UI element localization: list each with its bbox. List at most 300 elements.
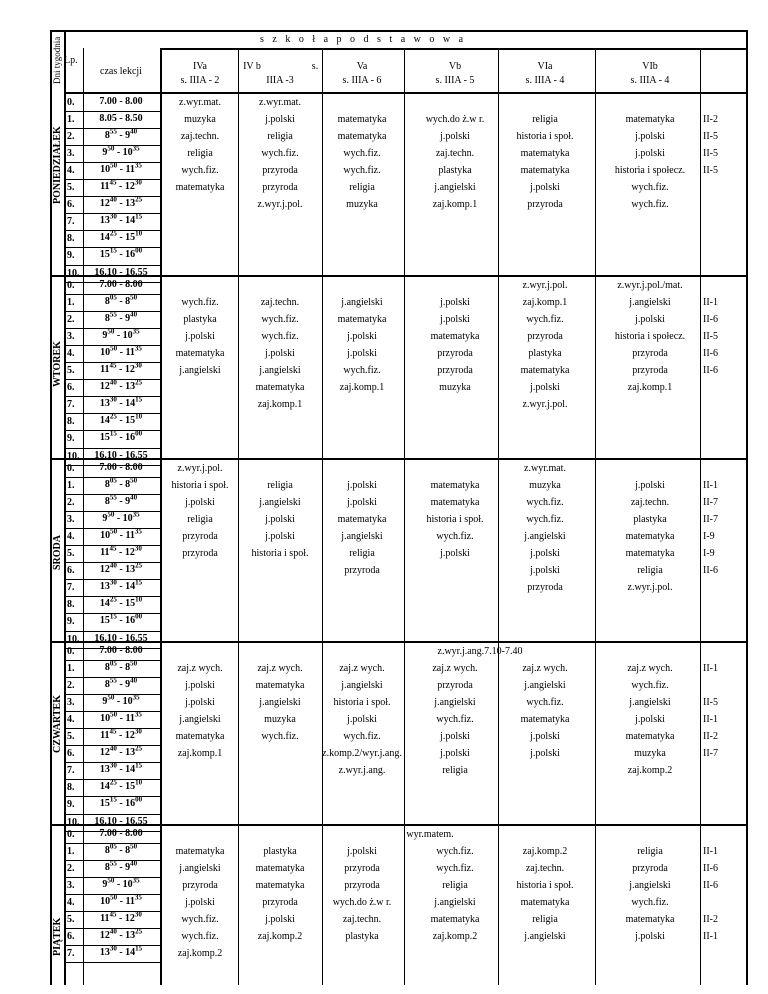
lesson-cell: zaj.komp.1 — [432, 199, 478, 211]
lesson-cell: matematyka — [430, 497, 480, 509]
lesson-cell: j.angielski — [434, 697, 476, 709]
lesson-number: 2. — [67, 497, 75, 509]
lesson-cell: zaj.komp.1 — [339, 382, 385, 394]
room-cell: II-1 — [703, 931, 718, 943]
lesson-number: 4. — [67, 897, 75, 909]
lesson-number: 10. — [67, 450, 80, 462]
room-cell: II-7 — [703, 497, 718, 509]
lesson-cell: j.polski — [265, 514, 295, 526]
lesson-cell: wych.fiz. — [181, 297, 219, 309]
lesson-time: $13^{30} - 14^{15}$ — [99, 579, 143, 593]
room-cell: II-6 — [703, 863, 718, 875]
lesson-cell: wych.fiz. — [181, 165, 219, 177]
class-col-line-0 — [238, 48, 239, 985]
lesson-cell: zaj.techn. — [630, 497, 670, 509]
lesson-cell: j.angielski — [259, 697, 301, 709]
day-separator-3 — [50, 641, 748, 643]
lesson-number: 2. — [67, 131, 75, 143]
lesson-number: 10. — [67, 816, 80, 828]
lesson-number: 5. — [67, 914, 75, 926]
time-header: czas lekcji — [100, 66, 142, 77]
room-cell: II-5 — [703, 131, 718, 143]
lesson-cell: przyroda — [527, 199, 563, 211]
lesson-cell: matematyka — [255, 863, 305, 875]
lesson-number: 3. — [67, 148, 75, 160]
room-cell: II-1 — [703, 663, 718, 675]
lesson-cell: zaj.komp.2 — [522, 846, 568, 858]
lesson-cell: przyroda — [527, 331, 563, 343]
lesson-cell: matematyka — [175, 731, 225, 743]
lesson-number: 1. — [67, 846, 75, 858]
lesson-cell: przyroda — [344, 565, 380, 577]
lesson-time: $12^{40} - 13^{25}$ — [99, 195, 143, 210]
lesson-cell: matematyka — [625, 114, 675, 126]
lesson-cell: j.polski — [530, 748, 560, 760]
lesson-number: 8. — [67, 599, 75, 611]
class-col-line-2 — [404, 48, 405, 985]
lesson-cell: wych.fiz. — [526, 697, 564, 709]
lesson-time: $11^{45} - 12^{30}$ — [100, 910, 142, 925]
lesson-cell: zaj.techn. — [260, 297, 300, 309]
lesson-number: 7. — [67, 216, 75, 228]
lesson-cell: religia — [349, 182, 375, 194]
lesson-cell: zaj.z wych. — [627, 663, 673, 675]
lesson-cell: j.polski — [530, 731, 560, 743]
lesson-number: 4. — [67, 714, 75, 726]
lesson-cell: matematyka — [520, 897, 570, 909]
lesson-number: 1. — [67, 114, 75, 126]
lesson-cell: j.polski — [440, 297, 470, 309]
lesson-cell: matematyka — [255, 880, 305, 892]
lesson-number: 5. — [67, 731, 75, 743]
lesson-cell: matematyka — [337, 114, 387, 126]
room-cell: II-5 — [703, 148, 718, 160]
lesson-cell: plastyka — [633, 514, 667, 526]
lesson-cell: przyroda — [527, 582, 563, 594]
class-room-1: IIIA -3 — [266, 75, 294, 86]
room-cell: II-2 — [703, 914, 718, 926]
lesson-cell: muzyka — [529, 480, 561, 492]
room-cell: II-1 — [703, 480, 718, 492]
lesson-number: 8. — [67, 233, 75, 245]
lesson-cell: religia — [532, 114, 558, 126]
lesson-cell: matematyka — [337, 131, 387, 143]
lesson-number: 8. — [67, 416, 75, 428]
lesson-cell: zaj.z wych. — [177, 663, 223, 675]
lesson-cell: matematyka — [255, 680, 305, 692]
lesson-number: 5. — [67, 182, 75, 194]
lesson-cell: j.polski — [185, 697, 215, 709]
lesson-cell: plastyka — [263, 846, 297, 858]
lesson-cell: historia i społecz. — [614, 165, 686, 177]
lesson-time: $15^{15} - 16^{00}$ — [99, 613, 143, 627]
lesson-cell: zaj.z wych. — [522, 663, 568, 675]
lesson-cell: muzyka — [439, 382, 471, 394]
class-header-4: VIa — [537, 61, 553, 72]
lesson-cell: religia — [267, 131, 293, 143]
class-col-line-1 — [322, 48, 323, 985]
lesson-time: $9^{50} - 10^{35}$ — [102, 327, 140, 342]
lesson-cell: j.polski — [185, 331, 215, 343]
days-of-week-label: Dni tygodnia — [52, 36, 62, 84]
lesson-number: 3. — [67, 514, 75, 526]
room-cell: II-5 — [703, 697, 718, 709]
lesson-number: 7. — [67, 582, 75, 594]
lesson-time: $15^{15} - 16^{00}$ — [99, 247, 143, 261]
lesson-time: $10^{50} - 11^{35}$ — [100, 344, 142, 359]
lesson-number: 0. — [67, 463, 75, 474]
class-col-line-3 — [498, 48, 499, 985]
lesson-cell: wych.fiz. — [343, 731, 381, 743]
lesson-cell: j.polski — [347, 331, 377, 343]
lesson-cell: j.polski — [635, 714, 665, 726]
lesson-number: 0. — [67, 829, 75, 840]
room-cell: II-2 — [703, 114, 718, 126]
lesson-cell: zaj.techn. — [525, 863, 565, 875]
lesson-time: 8.05 - 8.50 — [99, 113, 143, 125]
lesson-cell: wych.do ż.w r. — [332, 897, 392, 909]
lesson-cell: wych.fiz. — [436, 714, 474, 726]
lesson-cell: j.polski — [185, 680, 215, 692]
lesson-cell: religia — [637, 565, 663, 577]
lesson-cell: j.angielski — [259, 497, 301, 509]
lesson-time: $11^{45} - 12^{30}$ — [100, 544, 142, 559]
lesson-cell: zaj.z wych. — [432, 663, 478, 675]
header-bottom-line — [64, 92, 748, 94]
lesson-cell: matematyka — [430, 914, 480, 926]
lesson-cell: zaj.komp.2 — [627, 765, 673, 777]
lesson-cell: przyroda — [344, 863, 380, 875]
lesson-cell: wych.fiz. — [436, 846, 474, 858]
lesson-cell: z.komp.2/wyr.j.ang. — [322, 748, 402, 760]
lesson-cell: wych.fiz. — [631, 182, 669, 194]
lesson-time: $8^{55} - 9^{40}$ — [104, 493, 138, 508]
day-col-line — [64, 30, 66, 985]
lesson-number: 3. — [67, 331, 75, 343]
lesson-cell: j.angielski — [524, 680, 566, 692]
day-label-0: PONIEDZIAŁEK — [52, 126, 63, 204]
lesson-cell: j.polski — [185, 897, 215, 909]
lesson-cell: matematyka — [337, 514, 387, 526]
lesson-number: 8. — [67, 782, 75, 794]
lesson-cell: wych.fiz. — [526, 497, 564, 509]
lesson-number: 9. — [67, 616, 75, 628]
lesson-cell: muzyka — [634, 748, 666, 760]
lesson-cell: j.polski — [265, 114, 295, 126]
lesson-cell: historia i społ. — [171, 480, 229, 492]
lesson-cell: j.angielski — [179, 365, 221, 377]
class-col-line-5 — [700, 48, 701, 985]
lesson-cell: j.polski — [635, 931, 665, 943]
class-header-0: IVa — [193, 61, 207, 72]
lesson-number: 6. — [67, 748, 75, 760]
lesson-cell: z.wyr.j.ang. — [338, 765, 386, 777]
class-room-2: s. IIIA - 6 — [342, 75, 382, 86]
day-separator-1 — [50, 275, 748, 277]
day-label-3: CZWARTEK — [52, 695, 63, 753]
lesson-time: $10^{50} - 11^{35}$ — [100, 161, 142, 176]
lesson-cell: przyroda — [437, 680, 473, 692]
lesson-time: 7.00 - 8.00 — [99, 462, 143, 473]
class-room-3: s. IIIA - 5 — [435, 75, 475, 86]
lesson-cell: religia — [442, 880, 468, 892]
room-cell: I-9 — [703, 548, 715, 560]
lesson-cell: przyroda — [182, 531, 218, 543]
lesson-cell: j.polski — [530, 565, 560, 577]
lesson-time: 7.00 - 8.00 — [99, 645, 143, 656]
lesson-number: 3. — [67, 697, 75, 709]
lesson-cell: zaj.z wych. — [257, 663, 303, 675]
school-underline — [160, 48, 748, 50]
class-header-5: VIb — [642, 61, 658, 72]
lesson-cell: plastyka — [438, 165, 472, 177]
room-cell: II-5 — [703, 331, 718, 343]
lesson-cell: j.polski — [440, 131, 470, 143]
lesson-number: 4. — [67, 348, 75, 360]
lesson-cell: wych.fiz. — [343, 148, 381, 160]
lesson-cell: j.polski — [185, 497, 215, 509]
lesson-number: 1. — [67, 663, 75, 675]
lesson-cell: przyroda — [344, 880, 380, 892]
day-separator-4 — [50, 824, 748, 826]
lesson-cell: wych.fiz. — [631, 897, 669, 909]
lesson-cell: zaj.z wych. — [339, 663, 385, 675]
room-cell: II-6 — [703, 314, 718, 326]
lesson-cell: j.polski — [347, 714, 377, 726]
lesson-number: 7. — [67, 399, 75, 411]
day-banner-4: wyr.matem. — [406, 829, 454, 840]
lesson-number: 0. — [67, 97, 75, 108]
lesson-time: $13^{30} - 14^{15}$ — [99, 213, 143, 227]
day-label-2: ŚRODA — [52, 534, 63, 570]
lesson-time: $14^{25} - 15^{10}$ — [99, 596, 143, 610]
lesson-cell: matematyka — [625, 914, 675, 926]
class-col-line-4 — [595, 48, 596, 985]
lesson-cell: wych.fiz. — [261, 731, 299, 743]
lesson-time: $8^{55} - 9^{40}$ — [104, 676, 138, 691]
lesson-cell: z.wyr.mat. — [524, 463, 566, 474]
lesson-cell: przyroda — [632, 365, 668, 377]
lesson-cell: wych.fiz. — [526, 514, 564, 526]
lesson-cell: z.wyr.mat. — [179, 97, 221, 108]
lesson-number: 1. — [67, 297, 75, 309]
class-header-2: Va — [356, 61, 368, 72]
lesson-cell: j.angielski — [179, 714, 221, 726]
lesson-time: $11^{45} - 12^{30}$ — [100, 361, 142, 376]
room-cell: II-1 — [703, 297, 718, 309]
lesson-cell: j.polski — [347, 497, 377, 509]
lesson-time: $8^{05} - 8^{50}$ — [104, 293, 138, 308]
lesson-cell: zaj.komp.1 — [257, 399, 303, 411]
lesson-time: $8^{55} - 9^{40}$ — [104, 859, 138, 874]
lesson-time: $14^{25} - 15^{10}$ — [99, 413, 143, 427]
lesson-time: $8^{05} - 8^{50}$ — [104, 659, 138, 674]
lesson-time: $12^{40} - 13^{25}$ — [99, 744, 143, 759]
lesson-cell: historia i społ. — [251, 548, 309, 560]
lesson-time: $11^{45} - 12^{30}$ — [100, 178, 142, 193]
lesson-cell: z.wyr.j.pol. — [257, 199, 303, 211]
lesson-number: 0. — [67, 646, 75, 657]
class-header-1: IV b — [243, 61, 261, 72]
lesson-cell: historia i społ. — [516, 880, 574, 892]
row-line — [64, 814, 160, 815]
lesson-cell: j.polski — [347, 480, 377, 492]
room-cell: II-6 — [703, 880, 718, 892]
lesson-cell: j.polski — [440, 548, 470, 560]
lesson-cell: j.angielski — [524, 531, 566, 543]
lesson-cell: zaj.komp.2 — [177, 948, 223, 960]
lesson-time: $14^{25} - 15^{10}$ — [99, 779, 143, 793]
lesson-cell: wych.fiz. — [343, 165, 381, 177]
lesson-cell: zaj.techn. — [180, 131, 220, 143]
lesson-cell: plastyka — [183, 314, 217, 326]
row-line — [64, 265, 160, 266]
lesson-cell: przyroda — [262, 165, 298, 177]
lesson-number: 7. — [67, 948, 75, 960]
lesson-time: $9^{50} - 10^{35}$ — [102, 693, 140, 708]
lesson-cell: wych.fiz. — [436, 531, 474, 543]
lesson-cell: religia — [532, 914, 558, 926]
lesson-cell: zaj.komp.2 — [432, 931, 478, 943]
lesson-cell: historia i społ. — [516, 131, 574, 143]
lesson-cell: z.wyr.j.pol. — [522, 280, 568, 291]
lesson-time: $10^{50} - 11^{35}$ — [100, 710, 142, 725]
lesson-cell: matematyka — [430, 331, 480, 343]
lesson-cell: j.polski — [530, 182, 560, 194]
lesson-number: 2. — [67, 314, 75, 326]
time-col-line — [160, 48, 162, 985]
lesson-cell: przyroda — [182, 880, 218, 892]
lesson-cell: wych.fiz. — [261, 331, 299, 343]
lesson-cell: matematyka — [625, 548, 675, 560]
lesson-cell: j.polski — [635, 480, 665, 492]
lesson-cell: j.angielski — [629, 697, 671, 709]
lesson-cell: muzyka — [264, 714, 296, 726]
lesson-cell: religia — [187, 514, 213, 526]
row-line — [64, 962, 160, 963]
row-line — [64, 111, 160, 112]
lesson-cell: wych.fiz. — [631, 680, 669, 692]
lesson-cell: wych.fiz. — [181, 931, 219, 943]
lesson-cell: przyroda — [632, 348, 668, 360]
lesson-cell: religia — [637, 846, 663, 858]
lesson-cell: zaj.komp.2 — [257, 931, 303, 943]
lesson-cell: wych.fiz. — [261, 314, 299, 326]
lesson-cell: z.wyr.j.pol./mat. — [617, 280, 683, 291]
lesson-cell: j.angielski — [341, 297, 383, 309]
lesson-number: 2. — [67, 863, 75, 875]
lesson-cell: j.angielski — [629, 297, 671, 309]
lesson-number: 0. — [67, 280, 75, 291]
lesson-cell: z.wyr.j.pol. — [522, 399, 568, 411]
lesson-number: 5. — [67, 365, 75, 377]
lesson-time: $9^{50} - 10^{35}$ — [102, 510, 140, 525]
lesson-number: 7. — [67, 765, 75, 777]
class-room-4: s. IIIA - 4 — [525, 75, 565, 86]
lesson-cell: plastyka — [528, 348, 562, 360]
lesson-time: $12^{40} - 13^{25}$ — [99, 561, 143, 576]
lesson-cell: matematyka — [520, 148, 570, 160]
lesson-number: 6. — [67, 931, 75, 943]
day-label-1: WTOREK — [52, 341, 63, 387]
lesson-cell: religia — [187, 148, 213, 160]
lesson-cell: muzyka — [346, 199, 378, 211]
lesson-cell: j.polski — [530, 382, 560, 394]
lesson-cell: zaj.komp.1 — [627, 382, 673, 394]
lesson-cell: muzyka — [184, 114, 216, 126]
lesson-time: 16.10 - 16.55 — [94, 266, 148, 278]
lesson-time: $10^{50} - 11^{35}$ — [100, 893, 142, 908]
lesson-number: 4. — [67, 165, 75, 177]
lesson-cell: wych.fiz. — [631, 199, 669, 211]
lesson-cell: j.polski — [440, 314, 470, 326]
lesson-cell: religia — [267, 480, 293, 492]
lesson-time: 7.00 - 8.00 — [99, 279, 143, 290]
lesson-cell: matematyka — [625, 731, 675, 743]
room-cell: II-6 — [703, 365, 718, 377]
lesson-cell: j.polski — [440, 731, 470, 743]
lesson-cell: j.polski — [635, 314, 665, 326]
lesson-cell: j.angielski — [434, 897, 476, 909]
room-cell: II-7 — [703, 748, 718, 760]
lesson-time: $15^{15} - 16^{00}$ — [99, 796, 143, 810]
lesson-cell: wych.fiz. — [526, 314, 564, 326]
lesson-number: 10. — [67, 633, 80, 645]
room-cell: II-2 — [703, 731, 718, 743]
lesson-time: $8^{05} - 8^{50}$ — [104, 842, 138, 857]
lesson-cell: matematyka — [175, 846, 225, 858]
lesson-time: 7.00 - 8.00 — [99, 96, 143, 107]
lesson-cell: j.angielski — [524, 931, 566, 943]
lesson-cell: zaj.komp.1 — [177, 748, 223, 760]
lesson-cell: j.polski — [635, 148, 665, 160]
lesson-time: 16.10 - 16.55 — [94, 449, 148, 461]
row-line — [64, 448, 160, 449]
lesson-cell: przyroda — [262, 182, 298, 194]
lesson-number: 6. — [67, 199, 75, 211]
lesson-cell: j.polski — [347, 348, 377, 360]
lesson-number: 5. — [67, 548, 75, 560]
lesson-time: $14^{25} - 15^{10}$ — [99, 230, 143, 244]
lesson-cell: j.angielski — [259, 365, 301, 377]
lesson-time: $8^{55} - 9^{40}$ — [104, 310, 138, 325]
day-separator-2 — [50, 458, 748, 460]
lesson-time: $8^{55} - 9^{40}$ — [104, 127, 138, 142]
lesson-time: $13^{30} - 14^{15}$ — [99, 945, 143, 959]
lesson-number: 9. — [67, 433, 75, 445]
lesson-cell: j.polski — [530, 548, 560, 560]
lesson-cell: plastyka — [345, 931, 379, 943]
lesson-cell: j.polski — [635, 131, 665, 143]
lesson-cell: j.angielski — [629, 880, 671, 892]
lesson-cell: j.polski — [265, 348, 295, 360]
lesson-number: 3. — [67, 880, 75, 892]
lesson-time: $9^{50} - 10^{35}$ — [102, 876, 140, 891]
lesson-cell: zaj.techn. — [435, 148, 475, 160]
class-header-3: Vb — [448, 61, 462, 72]
lesson-number: 9. — [67, 250, 75, 262]
class-room-0: s. IIIA - 2 — [180, 75, 220, 86]
lesson-cell: j.angielski — [341, 680, 383, 692]
lesson-cell: matematyka — [255, 382, 305, 394]
lesson-cell: zaj.techn. — [342, 914, 382, 926]
lesson-cell: wych.fiz. — [181, 914, 219, 926]
lesson-time: $10^{50} - 11^{35}$ — [100, 527, 142, 542]
lesson-cell: z.wyr.mat. — [259, 97, 301, 108]
lesson-cell: matematyka — [430, 480, 480, 492]
lesson-cell: j.polski — [347, 846, 377, 858]
lesson-time: $12^{40} - 13^{25}$ — [99, 378, 143, 393]
